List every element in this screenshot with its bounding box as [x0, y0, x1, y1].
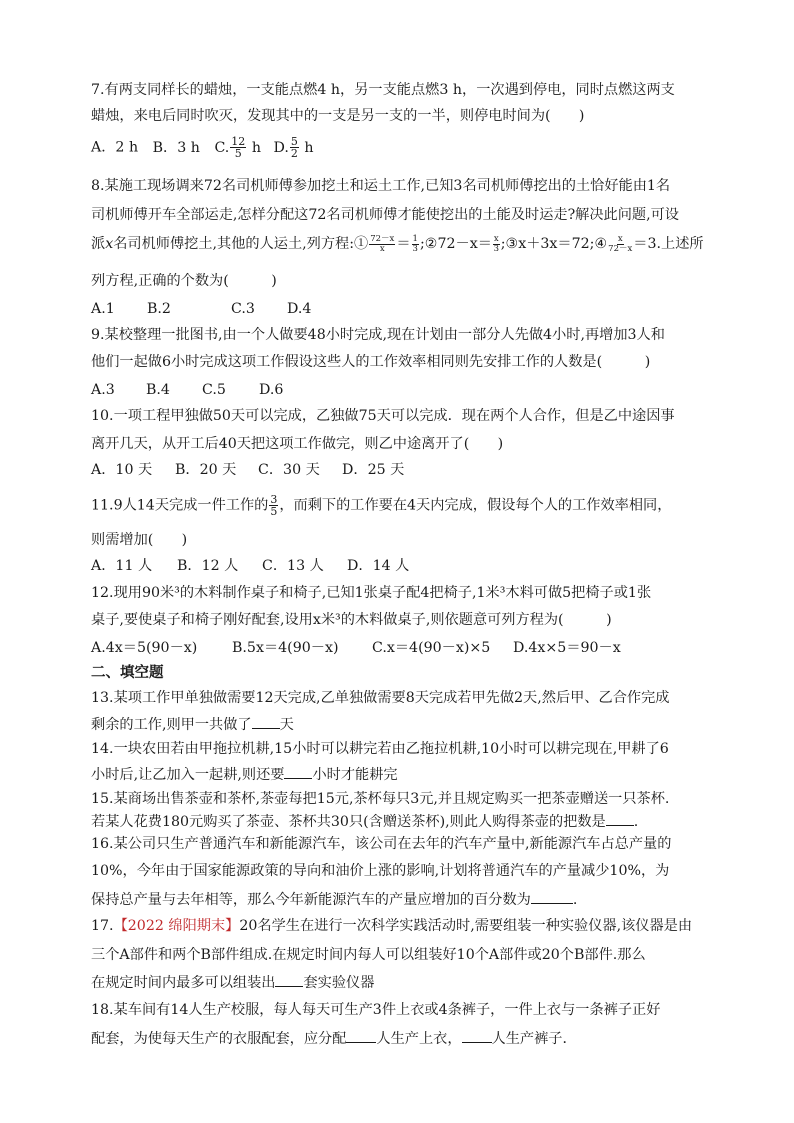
q8-eq1-fraction: $\frac{72-x}{x}$: [370, 233, 395, 254]
q17-line-3: 在规定时间内最多可以组装出 套实验仪器: [91, 972, 706, 993]
q15-line-1: 15.某商场出售茶壶和茶杯,茶壶每把15元,茶杯每只3元,并且规定购买一把茶壶赠送一只茶杯.: [91, 791, 670, 807]
q9-option-b: B.4: [146, 382, 170, 398]
q9-line-1: 9.某校整理一批图书,由一个人做要48小时完成,现在计划由一部分人先做4小时,再增加3人和: [91, 327, 665, 343]
q17-line-1: 17.【2022 绵阳期末】20名学生在进行一次科学实践活动时,需要组装一种实验仪器,该仪器是由: [91, 918, 693, 934]
q15-line-2: 若某人花费180元购买了茶壶、茶杯共30只(含赠送茶杯),则此人购得茶壶的把数是 .: [91, 811, 706, 832]
q18-answer-blank-2: [462, 1028, 492, 1043]
q9-line-2: 他们一起做6小时完成这项工作假设这些人的工作效率相同则先安排工作的人数是( ): [91, 354, 651, 370]
q7-option-b: B．3 h: [152, 139, 200, 156]
source-tag: 【2022 绵阳期末】: [113, 918, 240, 934]
q10-options: [91, 460, 706, 480]
q7-line-2: 蜡烛，来电后同时吹灭，发现其中的一支是另一支的一半，则停电时间为( ): [91, 108, 585, 124]
q16-line-2: 10%，今年由于国家能源政策的导向和油价上涨的影响,计划将普通汽车的产量减少10%，为: [91, 863, 670, 879]
q10-option-b: B．20 天: [175, 462, 237, 478]
q17-line-2: 三个A部件和两个B部件组成.在规定时间内每人可以组装好10个A部件或20个B部件.那么: [91, 947, 646, 963]
q9-option-d: D.6: [259, 382, 284, 398]
q9-option-c: C.5: [202, 382, 226, 398]
q7-option-c: C. $\frac{12}{5}$ h: [214, 135, 261, 160]
q11-option-a: A．11 人: [91, 558, 153, 574]
q10-option-c: C．30 天: [258, 462, 320, 478]
q12-options: [91, 638, 706, 658]
q11-option-b: B．12 人: [177, 558, 239, 574]
q10-line-2: 离开几天，从开工后40天把这项工作做完，则乙中途离开了( ): [91, 436, 504, 452]
q8-line-1: 8.某施工现场调来72名司机师傅参加挖土和运土工作,已知3名司机师傅挖出的土恰好能由1名: [91, 178, 671, 194]
q10-option-a: A．10 天: [91, 462, 153, 478]
q7-option-a: A．2 h: [91, 139, 139, 156]
q11-fraction: $\frac{3}{5}$: [270, 493, 278, 518]
q11-option-d: D．14 人: [347, 558, 410, 574]
q17-answer-blank: [275, 972, 303, 987]
q8-options: [91, 299, 706, 319]
q12-option-a: A.4x＝5(90－x): [91, 640, 198, 656]
q12-option-c: C.x＝4(90－x)×5: [372, 640, 491, 656]
q15-answer-blank: [606, 811, 634, 826]
q11-line-2: 则需增加( ): [91, 532, 188, 548]
q12-line-1: 12.现用90米³的木料制作桌子和椅子,已知1张桌子配4把椅子,1米³木料可做5把椅子或1张: [91, 585, 652, 601]
q7-options: [91, 136, 706, 159]
q10-option-d: D．25 天: [342, 462, 405, 478]
q7-line-1: 7.有两支同样长的蜡烛，一支能点燃4 h，另一支能点燃3 h，一次遇到停电，同时点燃这两支: [91, 82, 675, 98]
q14-line-2: 小时后,让乙加入一起耕,则还要 小时才能耕完: [91, 764, 706, 785]
q8-option-b: B.2: [147, 301, 171, 317]
q13-answer-blank: [252, 714, 280, 729]
q18-line-1: 18.某车间有14人生产校服，每人每天可生产3件上衣或4条裤子，一件上衣与一条裤子正好: [91, 1002, 661, 1018]
q14-answer-blank: [284, 764, 312, 779]
q11-line-1: 11.9人14天完成一件工作的 $\frac{3}{5}$ ，而剩下的工作要在4天内完成，假设每个人的工作效率相同，: [91, 493, 672, 518]
q16-answer-blank: [531, 889, 573, 904]
q7-option-d: D. $\frac{5}{2}$ h: [273, 135, 314, 160]
q12-option-d: D.4x×5＝90－x: [513, 640, 621, 656]
q18-line-2: 配套，为使每天生产的衣服配套，应分配 人生产上衣， 人生产裤子．: [91, 1028, 706, 1049]
q12-line-2: 桌子,要使桌子和椅子刚好配套,设用x米³的木料做桌子,则依题意可列方程为( ): [91, 612, 612, 628]
q8-line-3: 派x名司机师傅挖土,其他的人运土,列方程:① $\frac{72-x}{x}$ ＝ $\frac{1}{3}$ ;②72－x＝ $\frac{x}{3}$ ;③x＋3x＝72;④ $\frac{x}{72-x}$ ＝3.上述所: [91, 233, 704, 254]
q18-answer-blank-1: [346, 1028, 376, 1043]
q8-line-4: 列方程,正确的个数为( ): [91, 273, 277, 289]
q12-option-b: B.5x＝4(90－x): [232, 640, 339, 656]
q13-line-2: 剩余的工作,则甲一共做了 天: [91, 714, 706, 735]
q10-line-1: 10.一项工程甲独做50天可以完成，乙独做75天可以完成．现在两个人合作，但是乙中途因事: [91, 408, 675, 424]
q9-options: [91, 380, 706, 400]
q8-option-d: D.4: [287, 301, 312, 317]
q16-line-3: 保持总产量与去年相等，那么今年新能源汽车的产量应增加的百分数为 .: [91, 889, 706, 910]
q8-line-2: 司机师傅开车全部运走,怎样分配这72名司机师傅才能使挖出的土能及时运走?解决此问题,可设: [91, 207, 679, 223]
q11-options: [91, 556, 706, 576]
q14-line-1: 14.一块农田若由甲拖拉机耕,15小时可以耕完若由乙拖拉机耕,10小时可以耕完现在,甲耕了6: [91, 741, 669, 757]
q9-option-a: A.3: [91, 382, 115, 398]
q8-option-a: A.1: [91, 301, 115, 317]
q16-line-1: 16.某公司只生产普通汽车和新能源汽车，该公司在去年的汽车产量中,新能源汽车占总产量的: [91, 836, 672, 852]
q11-option-c: C．13 人: [262, 558, 324, 574]
q8-option-c: C.3: [231, 301, 255, 317]
q13-line-1: 13.某项工作甲单独做需要12天完成,乙单独做需要8天完成若甲先做2天,然后甲、乙合作完成: [91, 690, 670, 706]
section-heading: 二、填空题: [91, 665, 164, 681]
